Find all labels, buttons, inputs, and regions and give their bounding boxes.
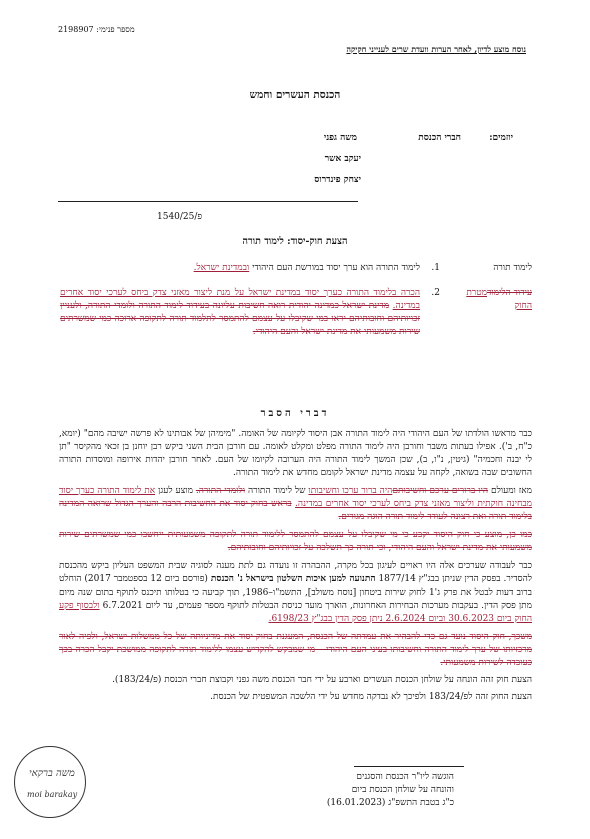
explanation-p7: הצעת החוק זהה לפ/183/24 ולפיכך לא נבדקה מחדש על ידי הלשכה המשפטית של הכנסת.: [210, 691, 532, 702]
knesset-title: הכנסת העשרים וחמש: [249, 89, 341, 101]
section-2-deleted: מדינת ישראל כמדינה יהודית רואה חשיבות עליונה בעידוד לימוד התורה ולומדי התורה, ולעניין זכויותיהם וחובותיהם יראו במי שקיבלו על עצמם להתמסר לתלמוד תורה לתקופה ארוכה כמי שמשרתים שירות משמעותי את מדינת ישראל והעם היהודי.: [60, 301, 420, 338]
p2-deleted-1: היו ברורים ערכם וחשיבותם: [392, 486, 489, 497]
footer-divider: [354, 766, 464, 767]
explanation-p3: כמו כן, מוצע כי חוק היסוד יקבע כי מי שקיבלו על עצמם להתמסר ללימוד תורה לתקופה משמעותית ייחשבו כמי שמשרתים שירות משמעותי את מדינת ישראל והעם היהודי, וכי תורה כך תשלכה על זכויותיהם וחובותיהם.: [59, 530, 532, 554]
section-1-label: לימוד תורה: [493, 263, 532, 273]
section-2-label-inserted: מטרת: [466, 288, 487, 298]
explanation-p6: הצעת חוק זהה הונחה על שולחן הכנסת העשרים וארבע על ידי חבר הכנסת משה גפני וקבוצת חברי הכנסת (פ/183/24).: [112, 674, 532, 685]
section-2-label: [442, 287, 532, 313]
p4-text-a: כבר לעבודה שערכים אלה היו ראויים לעיגון בכל מקרה, ההבהרה זו נועדה גם לתת מענה לסוגיה שבית המשפט העליון ביקש מהכנסת להסדיר. בפסק הדין שניתן בבג"ץ 1877/14: [59, 561, 532, 585]
version-note: נוסח מוצע לדיון, לאחר הערות וועדת שרים לענייני חקיקה: [346, 44, 526, 54]
initiator-name-1: משה גפני: [323, 133, 357, 143]
p2-text-a: מאז ומעולם: [490, 486, 532, 497]
p2-text-b: של לימוד התורה: [247, 486, 309, 497]
section-2-text: [60, 287, 420, 339]
p2-inserted-1: היה ברור ערכו וחשיבותו: [308, 486, 393, 497]
p2-text-c: מוצע לעגן: [155, 486, 196, 497]
initiators-label: יוזמים:: [489, 133, 513, 143]
section-2-insert: הכרה בלימוד התורה כערך יסוד במדינת ישראל על מנת ליצור מאזני צדק ביחס לערכי יסוד אחרים במדינה.: [60, 288, 420, 312]
p4-case-name: התנועה למען איכות השלטון בישראל נ' הכנסת: [210, 574, 376, 585]
bill-title: הצעת חוק-יסוד: לימוד תורה: [242, 236, 348, 247]
section-1-body: לימוד התורה הוא ערך יסוד במורשת העם היהודי: [252, 263, 420, 273]
p2-deleted-3: בראש בחוק-יסוד את החשיבות הרבה והערך הגדול שרואה המדינה בלימוד תורה ואת רצונה לעודד לימוד תורה הוגה מגורים.: [59, 499, 532, 523]
section-1-number: 1.: [431, 263, 440, 273]
footer-line-3: כ"ג בטבת התשפ"ג (16.01.2023): [326, 798, 454, 809]
seal-line-2: moi barakay: [27, 790, 78, 799]
footer-line-2: והונחה על שולחן הכנסת ביום: [351, 785, 454, 796]
divider-line: [58, 201, 358, 202]
signature-seal: [14, 746, 86, 818]
bill-number: פ/1540/25: [157, 212, 203, 222]
p2-deleted-2: ולומדי התורה.: [195, 486, 246, 497]
p4-inserted: ולבסוף פקע החוק ביום 30.6.2023 וביום 2.6.2024 ניתן פסק הדין בבג"ץ 6198/23.: [59, 600, 532, 624]
explanation-body: [59, 428, 532, 704]
initiators-role: חברי הכנסת: [418, 133, 461, 143]
explanation-heading: דברי הסבר: [260, 408, 330, 419]
section-2-label-deleted: עידוד הלימוד: [487, 288, 532, 298]
section-1-text: [80, 262, 420, 275]
initiator-name-2: יעקב אשר: [324, 154, 361, 165]
initiator-name-3: יצחק פינדרוס: [314, 175, 361, 186]
section-2-label-inserted-2: החוק: [514, 301, 532, 312]
p2-inserted-2: את לימוד התורה כערך יסוד מבחינה חוקתית וליצור מאזני צדק ביחס לערכי יסוד אחרים במדינה.: [59, 486, 532, 510]
section-2-number: 2.: [431, 288, 440, 298]
seal-line-1: משה ברקאי: [29, 768, 75, 779]
internal-number: מספר פנימי: 2198907: [58, 25, 135, 34]
explanation-p2: [59, 485, 532, 524]
footer-line-1: הוגשה ליו"ר הכנסת והסגנים: [356, 772, 454, 782]
explanation-p5: משכך, חוק היסוד נועד גם כדי להבהיר את עמדתה של הכנסת, המעגנת בחוק-יסוד את מדיניותה של כל ממשלות ישראל, ולפיה לאור מרכזיותו של ערך לימוד התורה וחשיבותו בעיני העם היהודי – מי שמבקש להקדיש עצמו ללימוד תורה לתקופה ממושכת יקבל הכרה בכך כעובדה לשירות משמעותי.: [59, 631, 532, 668]
explanation-p1: כבר מראשו הולדתו של העם היהודי היה לימוד התורה אבן היסוד לקיומה של האומה. "מימיהן של אבותינו לא פרשה ישיבה מהם" (יומא, כ"ח, ב'). אפילו בעתות משבר וחורבן היה לימוד התורה מפלט ומקלט לאומה. עם חורבן הבית השני ביקש רבן יוחנן בן זכאי מהקיסר "תן לי יבנה וחכמיה" (גיטין, נ"ו, ב), שכן המשך לימוד התורה היה הערובה לקיומו של העם. לאחר חורבן יהדות אירופה ומוסדות התורה החשובים שבה בשואה, לקחה על עצמה מדינת ישראל לקומם מחדש את לימוד התורה.: [59, 429, 532, 479]
footer-block: [327, 771, 454, 810]
explanation-p4: [59, 560, 532, 625]
section-1-insert: ובמדינת ישראל.: [193, 263, 250, 273]
initiators-block: [53, 132, 513, 187]
p4-text-b: (פורסם ביום 12 בספטמבר 2017) הוחלט ברוב דעות לבטל את פרק ג'1 לחוק שירות ביטחון [נוסח משולב], התשמ"ו–1986, תוך קביעה כי בטלותו תיכנס לתוקף בתום שנה מיום מתן פסק הדין. בעקבות מערכות הבחירות האחרונות, הוארך מועד כניסת הבטלות לתוקף מספר פעמים, עד ליום 6.7.2021: [59, 574, 532, 611]
